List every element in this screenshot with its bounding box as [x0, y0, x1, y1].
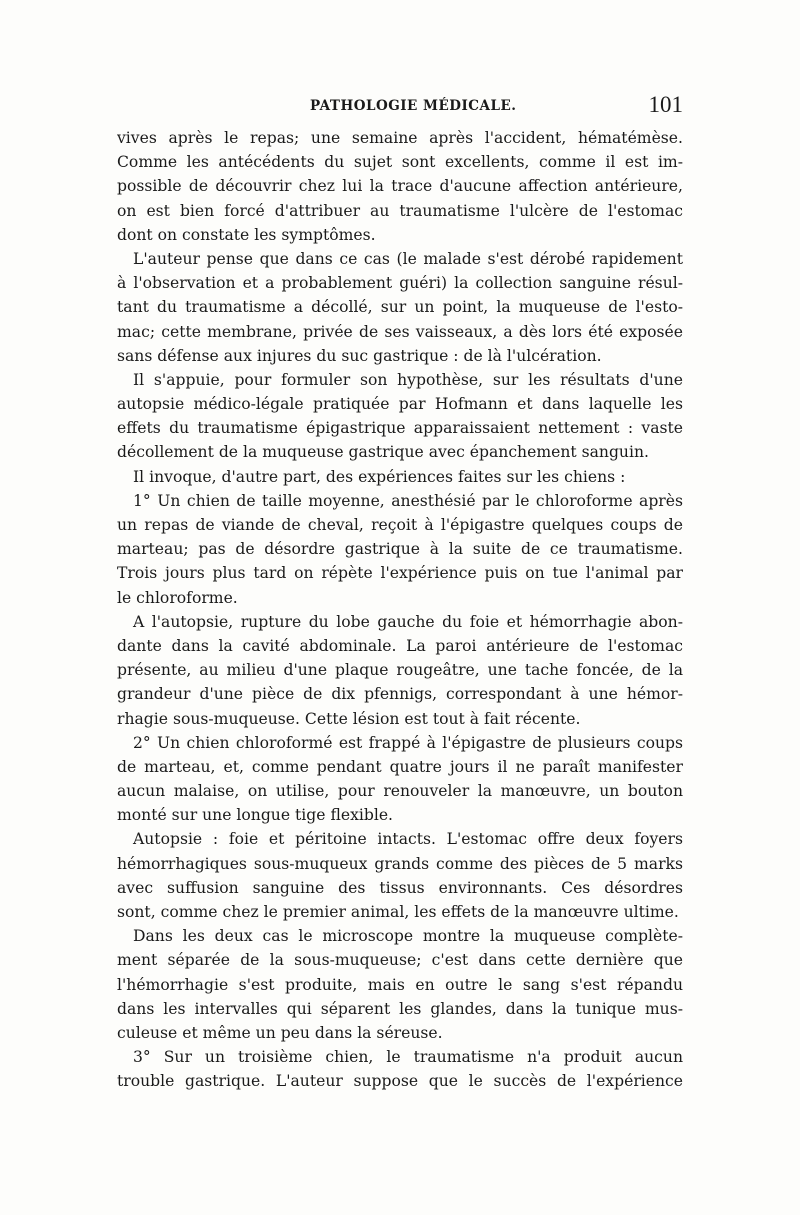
text-line: avec suffusion sanguine des tissus environnants. Ces désordres — [117, 878, 683, 897]
running-title: PATHOLOGIE MÉDICALE. — [310, 98, 517, 114]
text-line: possible de découvrir chez lui la trace d'aucune affection antérieure, — [117, 177, 683, 196]
text-line: hémorrhagiques sous-muqueux grands comme des pièces de 5 marks — [117, 854, 683, 873]
text-line: Trois jours plus tard on répète l'expérience puis on tue l'animal par — [117, 564, 683, 583]
text-line: 2° Un chien chloroformé est frappé à l'épigastre de plusieurs coups — [133, 733, 683, 752]
text-line: autopsie médico-légale pratiquée par Hofmann et dans laquelle les — [117, 395, 683, 414]
text-line: décollement de la muqueuse gastrique avec épanchement sanguin. — [117, 443, 649, 462]
text-line: dante dans la cavité abdominale. La paroi antérieure de l'estomac — [117, 636, 683, 655]
text-line: de marteau, et, comme pendant quatre jours il ne paraît manifester — [117, 757, 683, 776]
text-line: dont on constate les symptômes. — [117, 225, 376, 244]
text-line: 1° Un chien de taille moyenne, anesthésié par le chloroforme après — [133, 491, 683, 510]
text-line: Il s'appuie, pour formuler son hypothèse, sur les résultats d'une — [133, 370, 683, 389]
text-line: effets du traumatisme épigastrique apparaissaient nettement : vaste — [117, 419, 683, 438]
body-text — [117, 126, 683, 1094]
text-line: monté sur une longue tige flexible. — [117, 806, 394, 825]
text-line: vives après le repas; une semaine après l'accident, hématémèse. — [117, 129, 683, 147]
text-line: trouble gastrique. L'auteur suppose que le succès de l'expérience — [117, 1072, 683, 1091]
text-line: 3° Sur un troisième chien, le traumatisme n'a produit aucun — [133, 1048, 683, 1067]
text-line: mac; cette membrane, privée de ses vaisseaux, a dès lors été exposée — [117, 322, 683, 341]
text-line: grandeur d'une pièce de dix pfennigs, correspondant à une hémor- — [117, 685, 683, 704]
text-line: à l'observation et a probablement guéri) la collection sanguine résul- — [117, 274, 683, 293]
text-line: l'hémorrhagie s'est produite, mais en outre le sang s'est répandu — [117, 975, 683, 994]
text-line: on est bien forcé d'attribuer au traumatisme l'ulcère de l'estomac — [117, 201, 683, 220]
text-line: A l'autopsie, rupture du lobe gauche du foie et hémorrhagie abon- — [133, 612, 683, 631]
page-number: 101 — [648, 92, 683, 117]
text-line: Comme les antécédents du sujet sont excellents, comme il est im- — [117, 153, 683, 172]
text-line: un repas de viande de cheval, reçoit à l'épigastre quelques coups de — [117, 516, 683, 534]
text-line: le chloroforme. — [117, 588, 238, 607]
text-line: L'auteur pense que dans ce cas (le malade s'est dérobé rapidement — [133, 249, 683, 268]
running-header — [117, 94, 683, 120]
text-line: sont, comme chez le premier animal, les effets de la manœuvre ultime. — [117, 903, 679, 921]
text-line: Autopsie : foie et péritoine intacts. L'estomac offre deux foyers — [133, 830, 683, 849]
text-line: tant du traumatisme a décollé, sur un point, la muqueuse de l'esto- — [117, 298, 683, 317]
text-line: Dans les deux cas le microscope montre la muqueuse complète- — [133, 927, 683, 946]
text-line: ment séparée de la sous-muqueuse; c'est dans cette dernière que — [117, 951, 683, 970]
text-line: présente, au milieu d'une plaque rougeâtre, une tache foncée, de la — [117, 661, 683, 680]
text-line: Il invoque, d'autre part, des expériences faites sur les chiens : — [133, 467, 626, 486]
text-line: aucun malaise, on utilise, pour renouveler la manœuvre, un bouton — [117, 782, 683, 801]
text-line: culeuse et même un peu dans la séreuse. — [117, 1023, 443, 1042]
text-line: marteau; pas de désordre gastrique à la suite de ce traumatisme. — [117, 540, 683, 559]
text-line: rhagie sous-muqueuse. Cette lésion est tout à fait récente. — [117, 709, 581, 728]
text-line: sans défense aux injures du suc gastrique : de là l'ulcération. — [117, 346, 602, 365]
text-line: dans les intervalles qui séparent les glandes, dans la tunique mus- — [117, 999, 683, 1018]
